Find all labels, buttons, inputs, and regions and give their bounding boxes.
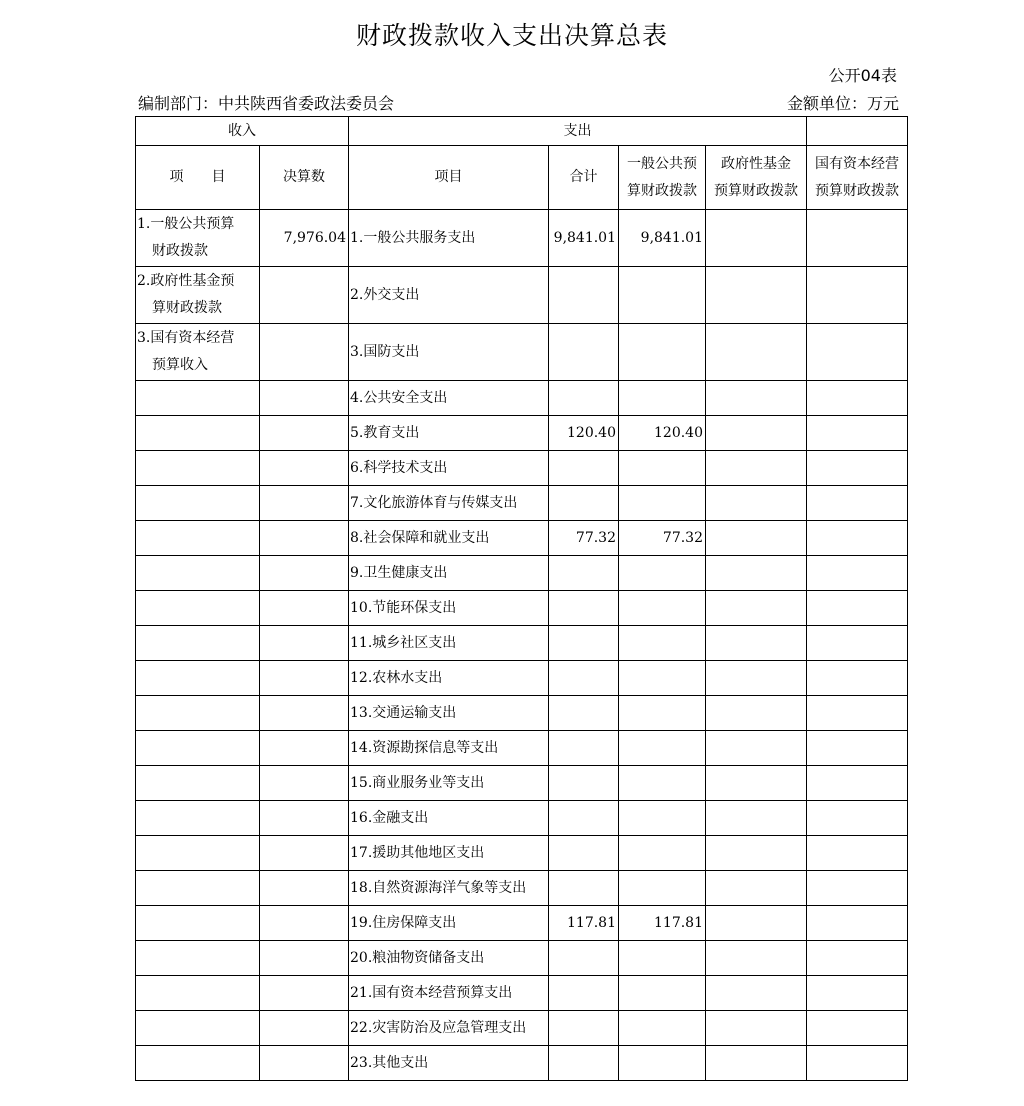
income-item-line2: 预算收入 xyxy=(152,357,208,373)
expense-capital-cell xyxy=(807,906,908,941)
expense-total-cell xyxy=(549,836,619,871)
expense-capital-cell xyxy=(807,661,908,696)
income-amount-cell xyxy=(260,906,349,941)
income-item-cell xyxy=(136,626,260,661)
table-row xyxy=(136,521,908,556)
expense-fund-cell xyxy=(706,416,807,451)
expense-capital-cell xyxy=(807,976,908,1011)
table-row xyxy=(136,1046,908,1081)
fund-budget-header xyxy=(706,146,807,210)
table-code: 公开04表 xyxy=(828,66,897,85)
expense-general-cell xyxy=(619,1046,706,1081)
income-amount-cell xyxy=(260,766,349,801)
expense-item-cell: 14.资源勘探信息等支出 xyxy=(349,731,549,766)
expense-item-cell: 1.一般公共服务支出 xyxy=(349,210,549,267)
expense-item-cell: 3.国防支出 xyxy=(349,324,549,381)
expense-capital-cell xyxy=(807,626,908,661)
income-amount-cell xyxy=(260,591,349,626)
expense-item-cell: 18.自然资源海洋气象等支出 xyxy=(349,871,549,906)
income-item-cell xyxy=(136,731,260,766)
page-title: 财政拨款收入支出决算总表 xyxy=(355,21,668,50)
expense-general-cell xyxy=(619,766,706,801)
expense-fund-cell xyxy=(706,766,807,801)
income-item-cell xyxy=(136,324,260,381)
income-amount-cell xyxy=(260,1046,349,1081)
expense-capital-cell xyxy=(807,324,908,381)
table-row xyxy=(136,906,908,941)
income-amount-cell xyxy=(260,1011,349,1046)
expense-capital-cell xyxy=(807,696,908,731)
expense-item-cell: 7.文化旅游体育与传媒支出 xyxy=(349,486,549,521)
expense-item-cell: 12.农林水支出 xyxy=(349,661,549,696)
expense-item-cell: 21.国有资本经营预算支出 xyxy=(349,976,549,1011)
expense-general-cell: 120.40 xyxy=(619,416,706,451)
income-amount-cell xyxy=(260,801,349,836)
expense-fund-cell xyxy=(706,1046,807,1081)
expense-general-cell xyxy=(619,731,706,766)
expense-total-cell xyxy=(549,1011,619,1046)
expense-total-cell xyxy=(549,626,619,661)
income-item-cell xyxy=(136,556,260,591)
income-amount-cell xyxy=(260,451,349,486)
expense-general-cell xyxy=(619,941,706,976)
table-row xyxy=(136,556,908,591)
capital-budget-header xyxy=(807,146,908,210)
expense-total-cell xyxy=(549,1046,619,1081)
expense-fund-cell xyxy=(706,451,807,486)
expense-general-cell xyxy=(619,267,706,324)
expense-item-cell: 16.金融支出 xyxy=(349,801,549,836)
expense-total-cell: 9,841.01 xyxy=(549,210,619,267)
expense-item-cell: 15.商业服务业等支出 xyxy=(349,766,549,801)
expense-capital-cell xyxy=(807,766,908,801)
expense-general-cell xyxy=(619,626,706,661)
expense-item-cell: 5.教育支出 xyxy=(349,416,549,451)
expense-capital-cell xyxy=(807,836,908,871)
expense-capital-cell xyxy=(807,1011,908,1046)
table-row xyxy=(136,696,908,731)
summary-table xyxy=(135,116,908,1081)
table-row xyxy=(136,976,908,1011)
income-amount-cell xyxy=(260,267,349,324)
income-item-line2: 算财政拨款 xyxy=(152,300,222,316)
expense-total-cell xyxy=(549,267,619,324)
table-row xyxy=(136,836,908,871)
income-item-line1: 3.国有资本经营 xyxy=(137,330,235,346)
expense-total-cell xyxy=(549,486,619,521)
general-header-line2: 算财政拨款 xyxy=(627,182,697,199)
expense-general-cell xyxy=(619,696,706,731)
table-row xyxy=(136,591,908,626)
expense-general-cell: 77.32 xyxy=(619,521,706,556)
income-item-cell xyxy=(136,976,260,1011)
blank-header-cell xyxy=(807,117,908,146)
expense-total-cell xyxy=(549,381,619,416)
expense-header: 支出 xyxy=(349,117,807,146)
income-item-cell xyxy=(136,941,260,976)
income-item-line1: 1.一般公共预算 xyxy=(137,216,235,232)
income-item-cell xyxy=(136,1046,260,1081)
expense-fund-cell xyxy=(706,626,807,661)
expense-capital-cell xyxy=(807,521,908,556)
expense-capital-cell xyxy=(807,1046,908,1081)
expense-fund-cell xyxy=(706,556,807,591)
expense-total-cell xyxy=(549,451,619,486)
income-amount-cell xyxy=(260,486,349,521)
table-row xyxy=(136,416,908,451)
income-amount-cell xyxy=(260,521,349,556)
expense-capital-cell xyxy=(807,941,908,976)
expense-general-cell xyxy=(619,486,706,521)
expense-general-cell: 117.81 xyxy=(619,906,706,941)
income-item-cell xyxy=(136,210,260,267)
income-item-cell xyxy=(136,836,260,871)
expense-general-cell xyxy=(619,976,706,1011)
fund-header-line2: 预算财政拨款 xyxy=(714,182,798,199)
expense-fund-cell xyxy=(706,906,807,941)
income-item-cell xyxy=(136,381,260,416)
expense-item-cell: 23.其他支出 xyxy=(349,1046,549,1081)
expense-general-cell xyxy=(619,556,706,591)
expense-item-cell: 20.粮油物资储备支出 xyxy=(349,941,549,976)
expense-capital-cell xyxy=(807,210,908,267)
expense-total-cell xyxy=(549,731,619,766)
expense-item-cell: 17.援助其他地区支出 xyxy=(349,836,549,871)
expense-fund-cell xyxy=(706,871,807,906)
income-item-line2: 财政拨款 xyxy=(152,243,208,259)
general-header-line1: 一般公共预 xyxy=(627,155,697,172)
fund-header-line1: 政府性基金 xyxy=(721,155,791,172)
expense-total-cell: 120.40 xyxy=(549,416,619,451)
department-label: 编制部门：中共陕西省委政法委员会 xyxy=(138,94,395,113)
expense-total-cell xyxy=(549,871,619,906)
expense-fund-cell xyxy=(706,661,807,696)
table-row xyxy=(136,324,908,381)
income-item-cell xyxy=(136,906,260,941)
income-item-cell xyxy=(136,1011,260,1046)
total-header: 合计 xyxy=(549,146,619,210)
table-row xyxy=(136,801,908,836)
expense-item-cell: 11.城乡社区支出 xyxy=(349,626,549,661)
expense-fund-cell xyxy=(706,976,807,1011)
income-item-line1: 2.政府性基金预 xyxy=(137,273,235,289)
expense-capital-cell xyxy=(807,801,908,836)
expense-total-cell xyxy=(549,766,619,801)
unit-label: 金额单位：万元 xyxy=(786,94,899,113)
income-item-cell xyxy=(136,416,260,451)
income-item-cell xyxy=(136,451,260,486)
expense-general-cell xyxy=(619,451,706,486)
table-row xyxy=(136,210,908,267)
table-row xyxy=(136,731,908,766)
expense-fund-cell xyxy=(706,1011,807,1046)
expense-total-cell xyxy=(549,696,619,731)
table-row xyxy=(136,451,908,486)
table-row xyxy=(136,267,908,324)
expense-total-cell xyxy=(549,556,619,591)
expense-fund-cell xyxy=(706,591,807,626)
income-item-cell xyxy=(136,871,260,906)
income-amount-cell xyxy=(260,556,349,591)
expense-capital-cell xyxy=(807,381,908,416)
income-amount-cell xyxy=(260,626,349,661)
expense-item-cell: 19.住房保障支出 xyxy=(349,906,549,941)
expense-general-cell xyxy=(619,801,706,836)
expense-fund-cell xyxy=(706,801,807,836)
income-amount-cell xyxy=(260,836,349,871)
expense-general-cell xyxy=(619,661,706,696)
expense-total-cell xyxy=(549,661,619,696)
expense-general-cell xyxy=(619,1011,706,1046)
income-item-cell xyxy=(136,486,260,521)
expense-total-cell xyxy=(549,801,619,836)
income-item-cell xyxy=(136,521,260,556)
income-amount-cell xyxy=(260,976,349,1011)
expense-item-cell: 10.节能环保支出 xyxy=(349,591,549,626)
income-amount-cell xyxy=(260,696,349,731)
table-row xyxy=(136,486,908,521)
capital-header-line2: 预算财政拨款 xyxy=(815,182,899,199)
expense-general-cell xyxy=(619,381,706,416)
expense-general-cell: 9,841.01 xyxy=(619,210,706,267)
expense-item-cell: 13.交通运输支出 xyxy=(349,696,549,731)
expense-item-cell: 22.灾害防治及应急管理支出 xyxy=(349,1011,549,1046)
table-row xyxy=(136,661,908,696)
expense-item-cell: 6.科学技术支出 xyxy=(349,451,549,486)
expense-total-cell xyxy=(549,941,619,976)
expense-item-cell: 9.卫生健康支出 xyxy=(349,556,549,591)
income-item-cell xyxy=(136,696,260,731)
income-item-cell xyxy=(136,801,260,836)
table-row xyxy=(136,1011,908,1046)
income-item-cell xyxy=(136,661,260,696)
expense-fund-cell xyxy=(706,836,807,871)
expense-fund-cell xyxy=(706,381,807,416)
expense-fund-cell xyxy=(706,941,807,976)
expense-fund-cell xyxy=(706,731,807,766)
expense-capital-cell xyxy=(807,486,908,521)
income-item-header: 项 目 xyxy=(136,146,260,210)
final-amount-header: 决算数 xyxy=(260,146,349,210)
table-row xyxy=(136,626,908,661)
expense-item-header: 项目 xyxy=(349,146,549,210)
expense-capital-cell xyxy=(807,591,908,626)
table-row xyxy=(136,381,908,416)
expense-capital-cell xyxy=(807,267,908,324)
income-item-cell xyxy=(136,766,260,801)
expense-item-cell: 8.社会保障和就业支出 xyxy=(349,521,549,556)
expense-general-cell xyxy=(619,871,706,906)
table-row xyxy=(136,766,908,801)
expense-capital-cell xyxy=(807,416,908,451)
expense-general-cell xyxy=(619,591,706,626)
capital-header-line1: 国有资本经营 xyxy=(815,155,899,172)
expense-item-cell: 4.公共安全支出 xyxy=(349,381,549,416)
expense-total-cell xyxy=(549,976,619,1011)
expense-capital-cell xyxy=(807,731,908,766)
income-amount-cell xyxy=(260,416,349,451)
expense-capital-cell xyxy=(807,451,908,486)
expense-general-cell xyxy=(619,836,706,871)
income-amount-cell xyxy=(260,871,349,906)
income-amount-cell xyxy=(260,661,349,696)
income-amount-cell xyxy=(260,324,349,381)
expense-total-cell: 117.81 xyxy=(549,906,619,941)
expense-item-cell: 2.外交支出 xyxy=(349,267,549,324)
expense-fund-cell xyxy=(706,267,807,324)
table-row xyxy=(136,941,908,976)
income-amount-cell: 7,976.04 xyxy=(260,210,349,267)
expense-capital-cell xyxy=(807,871,908,906)
expense-fund-cell xyxy=(706,324,807,381)
expense-total-cell xyxy=(549,591,619,626)
income-amount-cell xyxy=(260,381,349,416)
expense-fund-cell xyxy=(706,486,807,521)
expense-capital-cell xyxy=(807,556,908,591)
table-row xyxy=(136,871,908,906)
income-header: 收入 xyxy=(136,117,349,146)
expense-total-cell: 77.32 xyxy=(549,521,619,556)
income-item-cell xyxy=(136,267,260,324)
expense-general-cell xyxy=(619,324,706,381)
general-budget-header xyxy=(619,146,706,210)
income-item-cell xyxy=(136,591,260,626)
expense-fund-cell xyxy=(706,210,807,267)
expense-fund-cell xyxy=(706,521,807,556)
expense-fund-cell xyxy=(706,696,807,731)
expense-total-cell xyxy=(549,324,619,381)
income-amount-cell xyxy=(260,941,349,976)
income-amount-cell xyxy=(260,731,349,766)
